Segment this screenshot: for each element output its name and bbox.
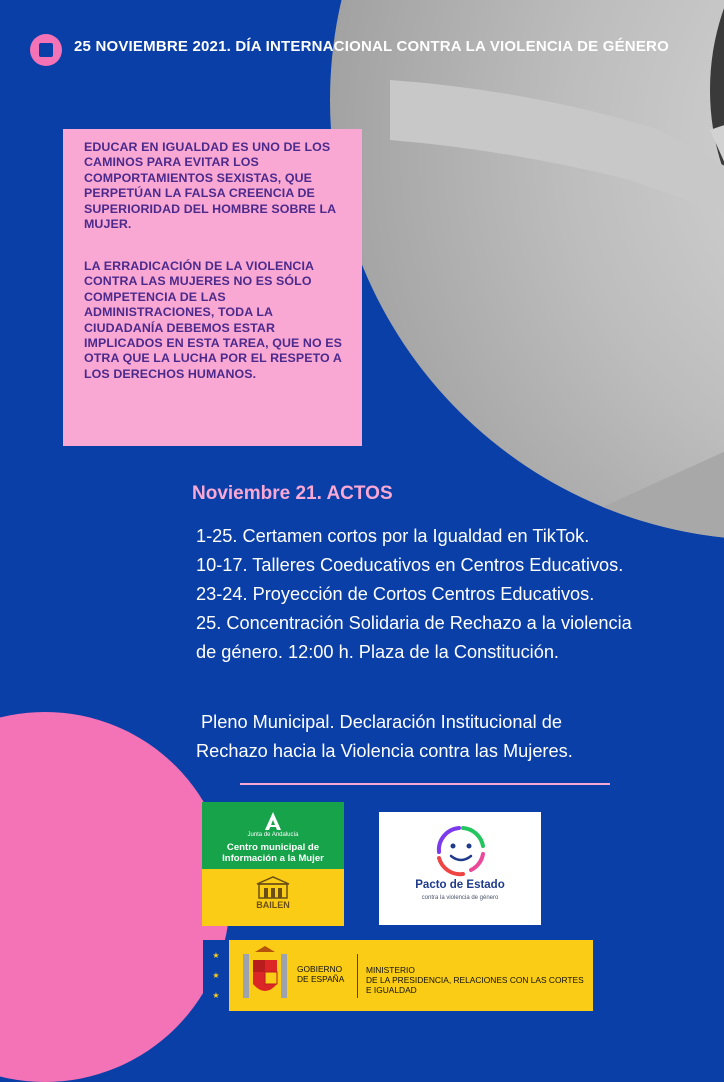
actos-list [196,522,716,667]
acto-item: 25. Concentración Solidaria de Rechazo a la violencia [196,613,632,633]
acto-item: 23-24. Proyección de Cortos Centros Educativos. [196,584,595,604]
acto-item: 1-25. Certamen cortos por la Igualdad en TikTok. [196,526,590,546]
pleno-line: Pleno Municipal. Declaración Institucional de [196,712,562,732]
pleno-line: Rechazo hacia la Violencia contra las Mujeres. [196,741,573,761]
centro-line-1: Centro municipal de [226,842,320,853]
centro-label [202,842,344,864]
bailen-label: BAILEN [256,900,290,910]
eu-flag-strip [203,940,229,1011]
logo-gobierno-espana [203,940,593,1011]
header-bullet-icon [30,34,62,66]
shoulders-shape [530,300,724,540]
gobierno-line-2: DE ESPAÑA [297,974,345,984]
pleno-text [196,708,716,766]
decorative-pink-circle [0,712,230,1082]
photo-illustration [330,0,724,540]
svg-text:★: ★ [212,951,220,960]
intro-box [63,129,362,446]
eu-stars-icon [203,940,229,1011]
svg-text:★: ★ [212,971,220,980]
ministerio-line-2: DE LA PRESIDENCIA, RELACIONES CON LAS CORTES [366,975,584,985]
intro-paragraph-2: LA ERRADICACIÓN DE LA VIOLENCIA CONTRA LAS MUJERES NO ES SÓLO COMPETENCIA DE LAS ADMINISTRACIONES, TODA LA CIUDADANÍA DEBEMOS ESTAR IMPLICADOS EN ESTA TAREA, QUE NO ES OTRA QUE LA LUCHA POR EL RESPETO A LOS DERECHOS HUMANOS. [84,259,342,381]
ministerio-line-3: E IGUALDAD [366,985,417,995]
spain-coat-of-arms-icon [235,940,295,1011]
actos-title: Noviembre 21. ACTOS [192,483,393,504]
logo-pacto-de-estado [379,812,541,925]
pacto-name: Pacto de Estado [415,879,505,891]
logo-centro-informacion-mujer [202,802,344,926]
acto-item: de género. 12:00 h. Plaza de la Constitución. [196,642,559,662]
intro-paragraph-1: EDUCAR EN IGUALDAD ES UNO DE LOS CAMINOS PARA EVITAR LOS COMPORTAMIENTOS SEXISTAS, QUE PERPETÚAN LA FALSA CREENCIA DE SUPERIORIDAD DEL HOMBRE SOBRE LA MUJER. [84,140,336,232]
gobierno-label [297,964,344,984]
bailen-building-icon [202,876,344,900]
pacto-subtitle: contra la violencia de género [421,895,499,901]
arm-shape [390,80,724,215]
ministerio-label [366,965,584,995]
photo-woman-covering-eyes [330,0,724,540]
divider-line [240,783,610,785]
gob-separator [357,954,358,998]
acto-item: 10-17. Talleres Coeducativos en Centros Educativos. [196,555,624,575]
svg-text:★: ★ [212,991,220,1000]
junta-label: Junta de Andalucía [247,832,299,838]
ministerio-line-1: MINISTERIO [366,965,415,975]
header-title: 25 NOVIEMBRE 2021. DÍA INTERNACIONAL CONTRA LA VIOLENCIA DE GÉNERO [74,38,669,55]
gobierno-line-1: GOBIERNO [297,964,343,974]
centro-line-2: Información a la Mujer [222,853,324,864]
pacto-smile-icon [379,814,541,880]
